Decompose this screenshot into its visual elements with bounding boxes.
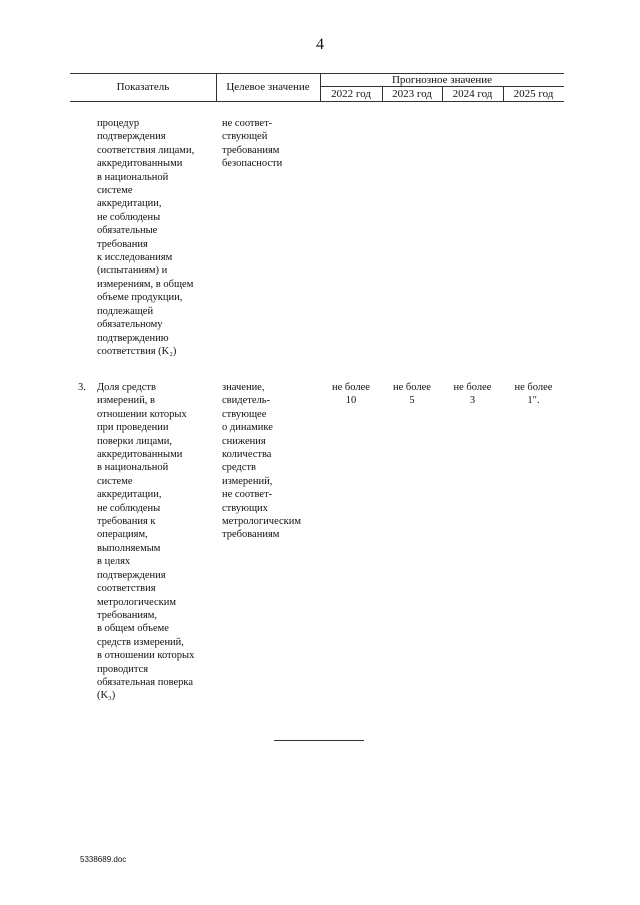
row3-value-2023: не более 5 xyxy=(393,382,431,407)
row3-value-2024: не более 3 xyxy=(453,382,492,407)
end-of-document-rule xyxy=(274,740,364,741)
header-target-value: Целевое значение xyxy=(226,81,310,93)
file-reference: 5338689.doc xyxy=(80,855,127,864)
header-forecast: Прогнозное значение xyxy=(391,74,493,86)
header-year-2025: 2025 год xyxy=(513,88,554,100)
row3-number: 3. xyxy=(78,382,86,393)
row3-target: значение, свидетель- ствующее о динамике снижения количества средств измерений, не соответ- ствующих метрологическим требованиям xyxy=(222,382,302,541)
row3-value-2022: не более 10 xyxy=(332,382,370,407)
row3-indicator: Доля средств измерений, в отношении которых при проведении поверки лицами, аккредитованными в национальной системе аккредитации, не соблюдены требования к операциям, выполняемым в целях подтверждения соответствия метрологическим требованиям, в общем объеме средств измерений, в отношении которых проводится обязательная поверка (K₃) xyxy=(97,382,195,702)
row-cont-indicator: процедур подтверждения соответствия лицами, аккредитованными в национальной системе аккредитации, не соблюдены обязательные требования к исследованиям (испытаниям) и измерениям, в общем объеме продукции, подлежащей обязательному подтверждению соответствия (K₂) xyxy=(97,118,195,357)
row3-value-2025: не более 1″. xyxy=(514,382,553,407)
header-bottom-rule xyxy=(70,101,564,102)
page-number: 4 xyxy=(316,36,324,53)
row-cont-target: не соответ- ствующей требованиям безопасности xyxy=(222,118,283,170)
header-year-2024: 2024 год xyxy=(452,88,493,100)
header-year-2022: 2022 год xyxy=(331,88,371,100)
header-indicator: Показатель xyxy=(116,81,170,93)
header-year-2023: 2023 год xyxy=(392,88,432,100)
